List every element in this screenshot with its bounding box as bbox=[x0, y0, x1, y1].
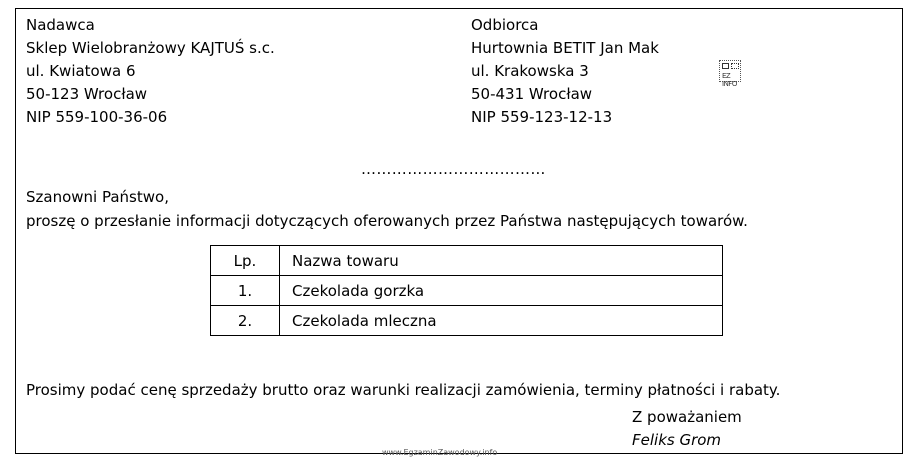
qr-badge-icon bbox=[719, 60, 741, 88]
greeting: Szanowni Państwo, bbox=[26, 188, 169, 206]
recipient-name: Hurtownia BETIT Jan Mak bbox=[471, 39, 659, 57]
recipient-heading: Odbiorca bbox=[471, 16, 539, 34]
request-text: proszę o przesłanie informacji dotyczących oferowanych przez Państwa następujących towarów. bbox=[26, 212, 748, 230]
header-name: Nazwa towaru bbox=[280, 246, 723, 276]
sender-nip: NIP 559-100-36-06 bbox=[26, 108, 168, 126]
regards: Z poważaniem bbox=[632, 408, 742, 426]
sender-name: Sklep Wielobranżowy KAJTUŚ s.c. bbox=[26, 39, 275, 57]
qr-badge-text: EZ INFO bbox=[722, 72, 737, 88]
signature: Feliks Grom bbox=[632, 431, 722, 449]
recipient-block bbox=[471, 14, 659, 129]
table-header-row bbox=[211, 246, 723, 276]
recipient-city: 50-431 Wrocław bbox=[471, 85, 593, 103]
recipient-street: ul. Krakowska 3 bbox=[471, 62, 589, 80]
row-name: Czekolada mleczna bbox=[280, 306, 723, 336]
sender-city: 50-123 Wrocław bbox=[26, 85, 148, 103]
recipient-nip: NIP 559-123-12-13 bbox=[471, 108, 613, 126]
sender-heading: Nadawca bbox=[26, 16, 95, 34]
table-row bbox=[211, 276, 723, 306]
row-lp: 2. bbox=[211, 306, 280, 336]
header-lp: Lp. bbox=[211, 246, 280, 276]
closing-text: Prosimy podać cenę sprzedaży brutto oraz warunki realizacji zamówienia, terminy płatności i rabaty. bbox=[26, 381, 781, 399]
table-row bbox=[211, 306, 723, 336]
watermark: www.EgzaminZawodowy.info bbox=[382, 448, 498, 457]
row-name: Czekolada gorzka bbox=[280, 276, 723, 306]
sender-street: ul. Kwiatowa 6 bbox=[26, 62, 136, 80]
goods-table bbox=[210, 245, 723, 336]
placeholder-dots: ……………………………… bbox=[361, 160, 546, 178]
row-lp: 1. bbox=[211, 276, 280, 306]
sender-block bbox=[26, 14, 275, 129]
